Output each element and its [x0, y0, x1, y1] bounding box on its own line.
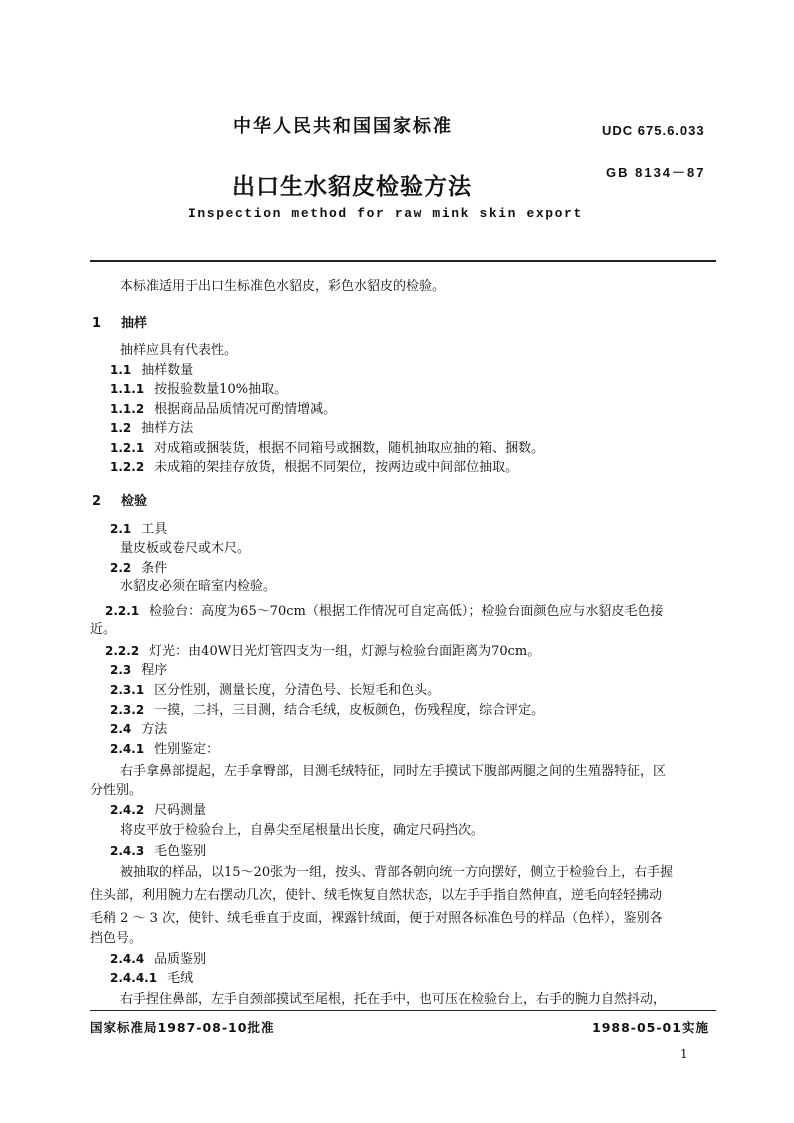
issuing-authority: 中华人民共和国国家标准 [233, 116, 453, 137]
clause-text: 对成箱或捆装货，根据不同箱号或捆数，随机抽取应抽的箱、捆数。 [154, 441, 545, 456]
paragraph: 水貂皮必须在暗室内检验。 [120, 579, 277, 594]
clause-number: 1.2 [110, 421, 132, 435]
paragraph: 将皮平放于检验台上，自鼻尖至尾根量出长度，确定尺码挡次。 [120, 823, 485, 838]
section-title: 检验 [121, 494, 148, 509]
paragraph: 右手捏住鼻部，左手自颈部摸试至尾根，托在手中，也可压在检验台上，右手的腕力自然抖动， [120, 992, 667, 1007]
section-heading [92, 315, 147, 333]
clause [105, 642, 540, 661]
page-title: 出口生水貂皮检验方法 [232, 174, 472, 200]
clause-text: 检验台：高度为65～70cm（根据工作情况可自定高低）；检验台面颜色应与水貂皮毛色接 [149, 604, 664, 619]
clause-number: 2.1 [110, 522, 132, 536]
paragraph-continuation: 住头部，利用腕力左右摆动几次，使针、绒毛恢复自然状态，以左手手指自然伸直，逆毛向轻轻拂动 [90, 888, 663, 903]
clause [110, 801, 206, 820]
clause-number: 2.4.4 [110, 952, 145, 966]
clause-number: 1.2.1 [110, 441, 145, 455]
clause-text: 根据商品品质情况可酌情增减。 [154, 402, 337, 417]
clause-number: 2.3.2 [110, 703, 145, 717]
clause-number: 2.2.1 [105, 604, 140, 618]
clause [110, 950, 206, 969]
clause [110, 520, 167, 539]
implementation-date: 1988-05-01实施 [592, 1020, 709, 1035]
clause-number: 2.4.4.1 [110, 971, 158, 985]
clause [110, 701, 544, 720]
clause-text: 抽样数量 [141, 363, 194, 378]
clause-text: 抽样方法 [141, 421, 194, 436]
paragraph-continuation: 近。 [90, 622, 117, 637]
clause [110, 661, 167, 680]
intro-text: 本标准适用于出口生标准色水貂皮，彩色水貂皮的检验。 [120, 279, 446, 294]
clause-number: 1.2.2 [110, 460, 145, 474]
clause [110, 720, 167, 739]
clause-text: 尺码测量 [154, 803, 207, 818]
clause-text: 未成箱的架挂存放货，根据不同架位，按两边或中间部位抽取。 [154, 460, 519, 475]
bottom-rule [90, 1010, 716, 1011]
clause-number: 2.4 [110, 722, 132, 736]
gb-code: GB 8134－87 [606, 165, 706, 180]
clause-text: 一摸，二抖，三目测，结合毛绒，皮板颜色，伤残程度，综合评定。 [154, 703, 545, 718]
clause [110, 380, 287, 399]
paragraph: 抽样应具有代表性。 [120, 343, 238, 358]
clause-text: 工具 [141, 522, 168, 537]
paragraph: 量皮板或卷尺或木尺。 [120, 541, 251, 556]
paragraph-continuation: 挡色号。 [90, 931, 143, 946]
clause-number: 1.1 [110, 363, 132, 377]
clause [110, 842, 206, 861]
clause-number: 2.2 [110, 561, 132, 575]
clause-number: 2.4.1 [110, 742, 145, 756]
section-number: 2 [92, 494, 102, 509]
clause-number: 1.1.1 [110, 382, 145, 396]
clause [110, 361, 193, 380]
approval-date: 国家标准局1987-08-10批准 [90, 1020, 275, 1035]
section-heading [92, 493, 147, 511]
clause-text: 程序 [141, 663, 168, 678]
clause-number: 2.3.1 [110, 683, 145, 697]
clause [110, 458, 518, 477]
clause-text: 区分性别，测量长度，分清色号、长短毛和色头。 [154, 683, 441, 698]
paragraph-continuation: 分性别。 [90, 783, 143, 798]
page-title-en: Inspection method for raw mink skin export [188, 206, 583, 221]
paragraph: 被抽取的样品，以15～20张为一组，按头、背部各朝向统一方向摆好，侧立于检验台上，右手握 [120, 865, 674, 880]
clause [110, 559, 167, 578]
udc-code: UDC 675.6.033 [602, 123, 705, 138]
paragraph: 右手拿鼻部提起，左手拿臀部，目测毛绒特征，同时左手摸试下腹部两腿之间的生殖器特征，区 [120, 764, 667, 779]
clause [110, 400, 336, 419]
clause-number: 2.4.2 [110, 803, 145, 817]
clause [105, 602, 663, 621]
clause [110, 969, 193, 988]
clause-number: 2.3 [110, 663, 132, 677]
clause [110, 439, 544, 458]
clause-text: 按报验数量10%抽取。 [154, 382, 288, 397]
clause [110, 681, 440, 700]
section-title: 抽样 [121, 316, 148, 331]
clause-text: 灯光：由40W日光灯管四支为一组，灯源与检验台面距离为70cm。 [149, 644, 541, 659]
paragraph-continuation: 毛稍 2 ～ 3 次，使针、绒毛垂直于皮面，裸露针绒面，便于对照各标准色号的样品（色样），鉴别各 [90, 911, 663, 926]
clause-number: 1.1.2 [110, 402, 145, 416]
section-number: 1 [92, 316, 102, 331]
clause-text: 毛色鉴别 [154, 844, 207, 859]
clause [110, 740, 219, 759]
clause-text: 性别鉴定： [154, 742, 220, 757]
clause-text: 毛绒 [167, 971, 194, 986]
page-number: 1 [680, 1047, 688, 1061]
clause-text: 条件 [141, 561, 168, 576]
clause-number: 2.4.3 [110, 844, 145, 858]
clause [110, 419, 193, 438]
clause-text: 方法 [141, 722, 168, 737]
clause-text: 品质鉴别 [154, 952, 207, 967]
clause-number: 2.2.2 [105, 644, 140, 658]
top-rule [90, 260, 716, 262]
